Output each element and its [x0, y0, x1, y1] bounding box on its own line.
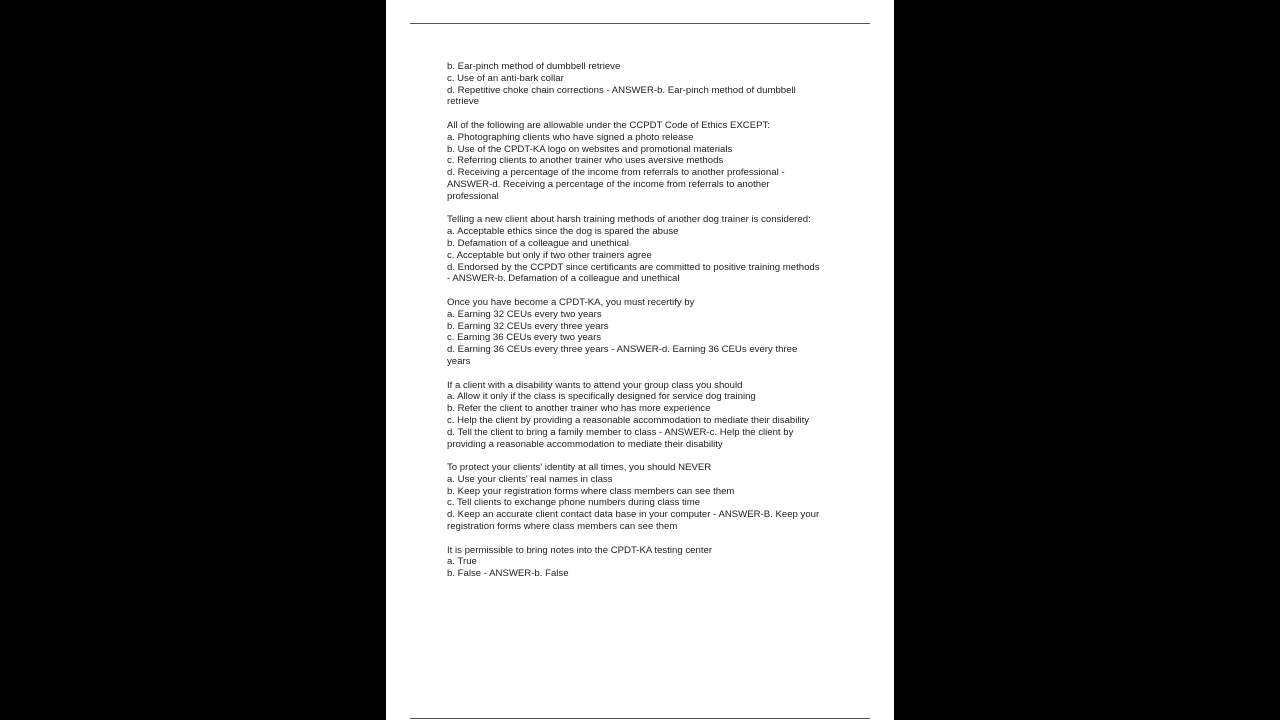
text-line: a. Earning 32 CEUs every two years	[447, 308, 602, 320]
header-rule	[410, 23, 870, 24]
question-text: If a client with a disability wants to attend your group class you should	[447, 379, 743, 391]
question-block	[447, 120, 852, 203]
text-line: b. Keep your registration forms where class members can see them	[447, 485, 735, 497]
text-line: a. True	[447, 556, 477, 568]
text-line: d. Endorsed by the CCPDT since certificants are committed to positive training methods	[447, 261, 820, 273]
text-line: c. Use of an anti-bark collar	[447, 72, 564, 84]
text-line: b. Use of the CPDT-KA logo on websites and promotional materials	[447, 143, 733, 155]
text-line: c. Acceptable but only if two other trainers agree	[447, 249, 652, 261]
text-line: d. Receiving a percentage of the income from referrals to another professional -	[447, 167, 785, 179]
text-line: a. Use your clients' real names in class	[447, 473, 613, 485]
text-line: a. Acceptable ethics since the dog is spared the abuse	[447, 226, 679, 238]
text-line: registration forms where class members can see them	[447, 521, 678, 533]
question-block	[447, 214, 852, 285]
text-line: d. Earning 36 CEUs every three years - ANSWER-d. Earning 36 CEUs every three	[447, 344, 798, 356]
text-line: professional	[447, 190, 499, 202]
question-text: Once you have become a CPDT-KA, you must recertify by	[447, 296, 695, 308]
text-line: d. Keep an accurate client contact data base in your computer - ANSWER-B. Keep your	[447, 509, 820, 521]
text-line: c. Earning 36 CEUs every two years	[447, 332, 602, 344]
text-line: providing a reasonable accommodation to mediate their disability	[447, 438, 723, 450]
text-line: a. Allow it only if the class is specifically designed for service dog training	[447, 391, 756, 403]
text-line: b. Refer the client to another trainer who has more experience	[447, 403, 711, 415]
question-text: b. Ear-pinch method of dumbbell retrieve	[447, 61, 621, 72]
text-line: ANSWER-d. Receiving a percentage of the income from referrals to another	[447, 178, 770, 190]
text-line: years	[447, 355, 471, 367]
footer-rule	[410, 718, 870, 719]
text-line: d. Repetitive choke chain corrections - ANSWER-b. Ear-pinch method of dumbbell	[447, 84, 796, 96]
question-text: Telling a new client about harsh training methods of another dog trainer is considered:	[447, 214, 811, 226]
question-block	[447, 545, 852, 580]
page-content	[447, 61, 852, 592]
question-block	[447, 380, 852, 451]
question-block	[447, 61, 852, 108]
text-line: b. Earning 32 CEUs every three years	[447, 320, 609, 332]
text-line: c. Tell clients to exchange phone numbers during class time	[447, 497, 701, 509]
text-line: c. Help the client by providing a reasonable accommodation to mediate their disability	[447, 414, 810, 426]
document-page	[386, 0, 894, 720]
text-line: b. Defamation of a colleague and unethical	[447, 237, 629, 249]
text-line: a. Photographing clients who have signed a photo release	[447, 131, 694, 143]
text-line: - ANSWER-b. Defamation of a colleague and unethical	[447, 273, 680, 285]
text-line: b. False - ANSWER-b. False	[447, 568, 569, 580]
question-text: It is permissible to bring notes into the CPDT-KA testing center	[447, 544, 713, 556]
text-line: retrieve	[447, 96, 479, 108]
text-line: d. Tell the client to bring a family member to class - ANSWER-c. Help the client by	[447, 426, 794, 438]
question-block	[447, 462, 852, 533]
question-block	[447, 297, 852, 368]
question-text: All of the following are allowable under the CCPDT Code of Ethics EXCEPT:	[447, 119, 770, 131]
question-text: To protect your clients' identity at all times, you should NEVER	[447, 462, 712, 474]
text-line: c. Referring clients to another trainer who uses aversive methods	[447, 155, 724, 167]
